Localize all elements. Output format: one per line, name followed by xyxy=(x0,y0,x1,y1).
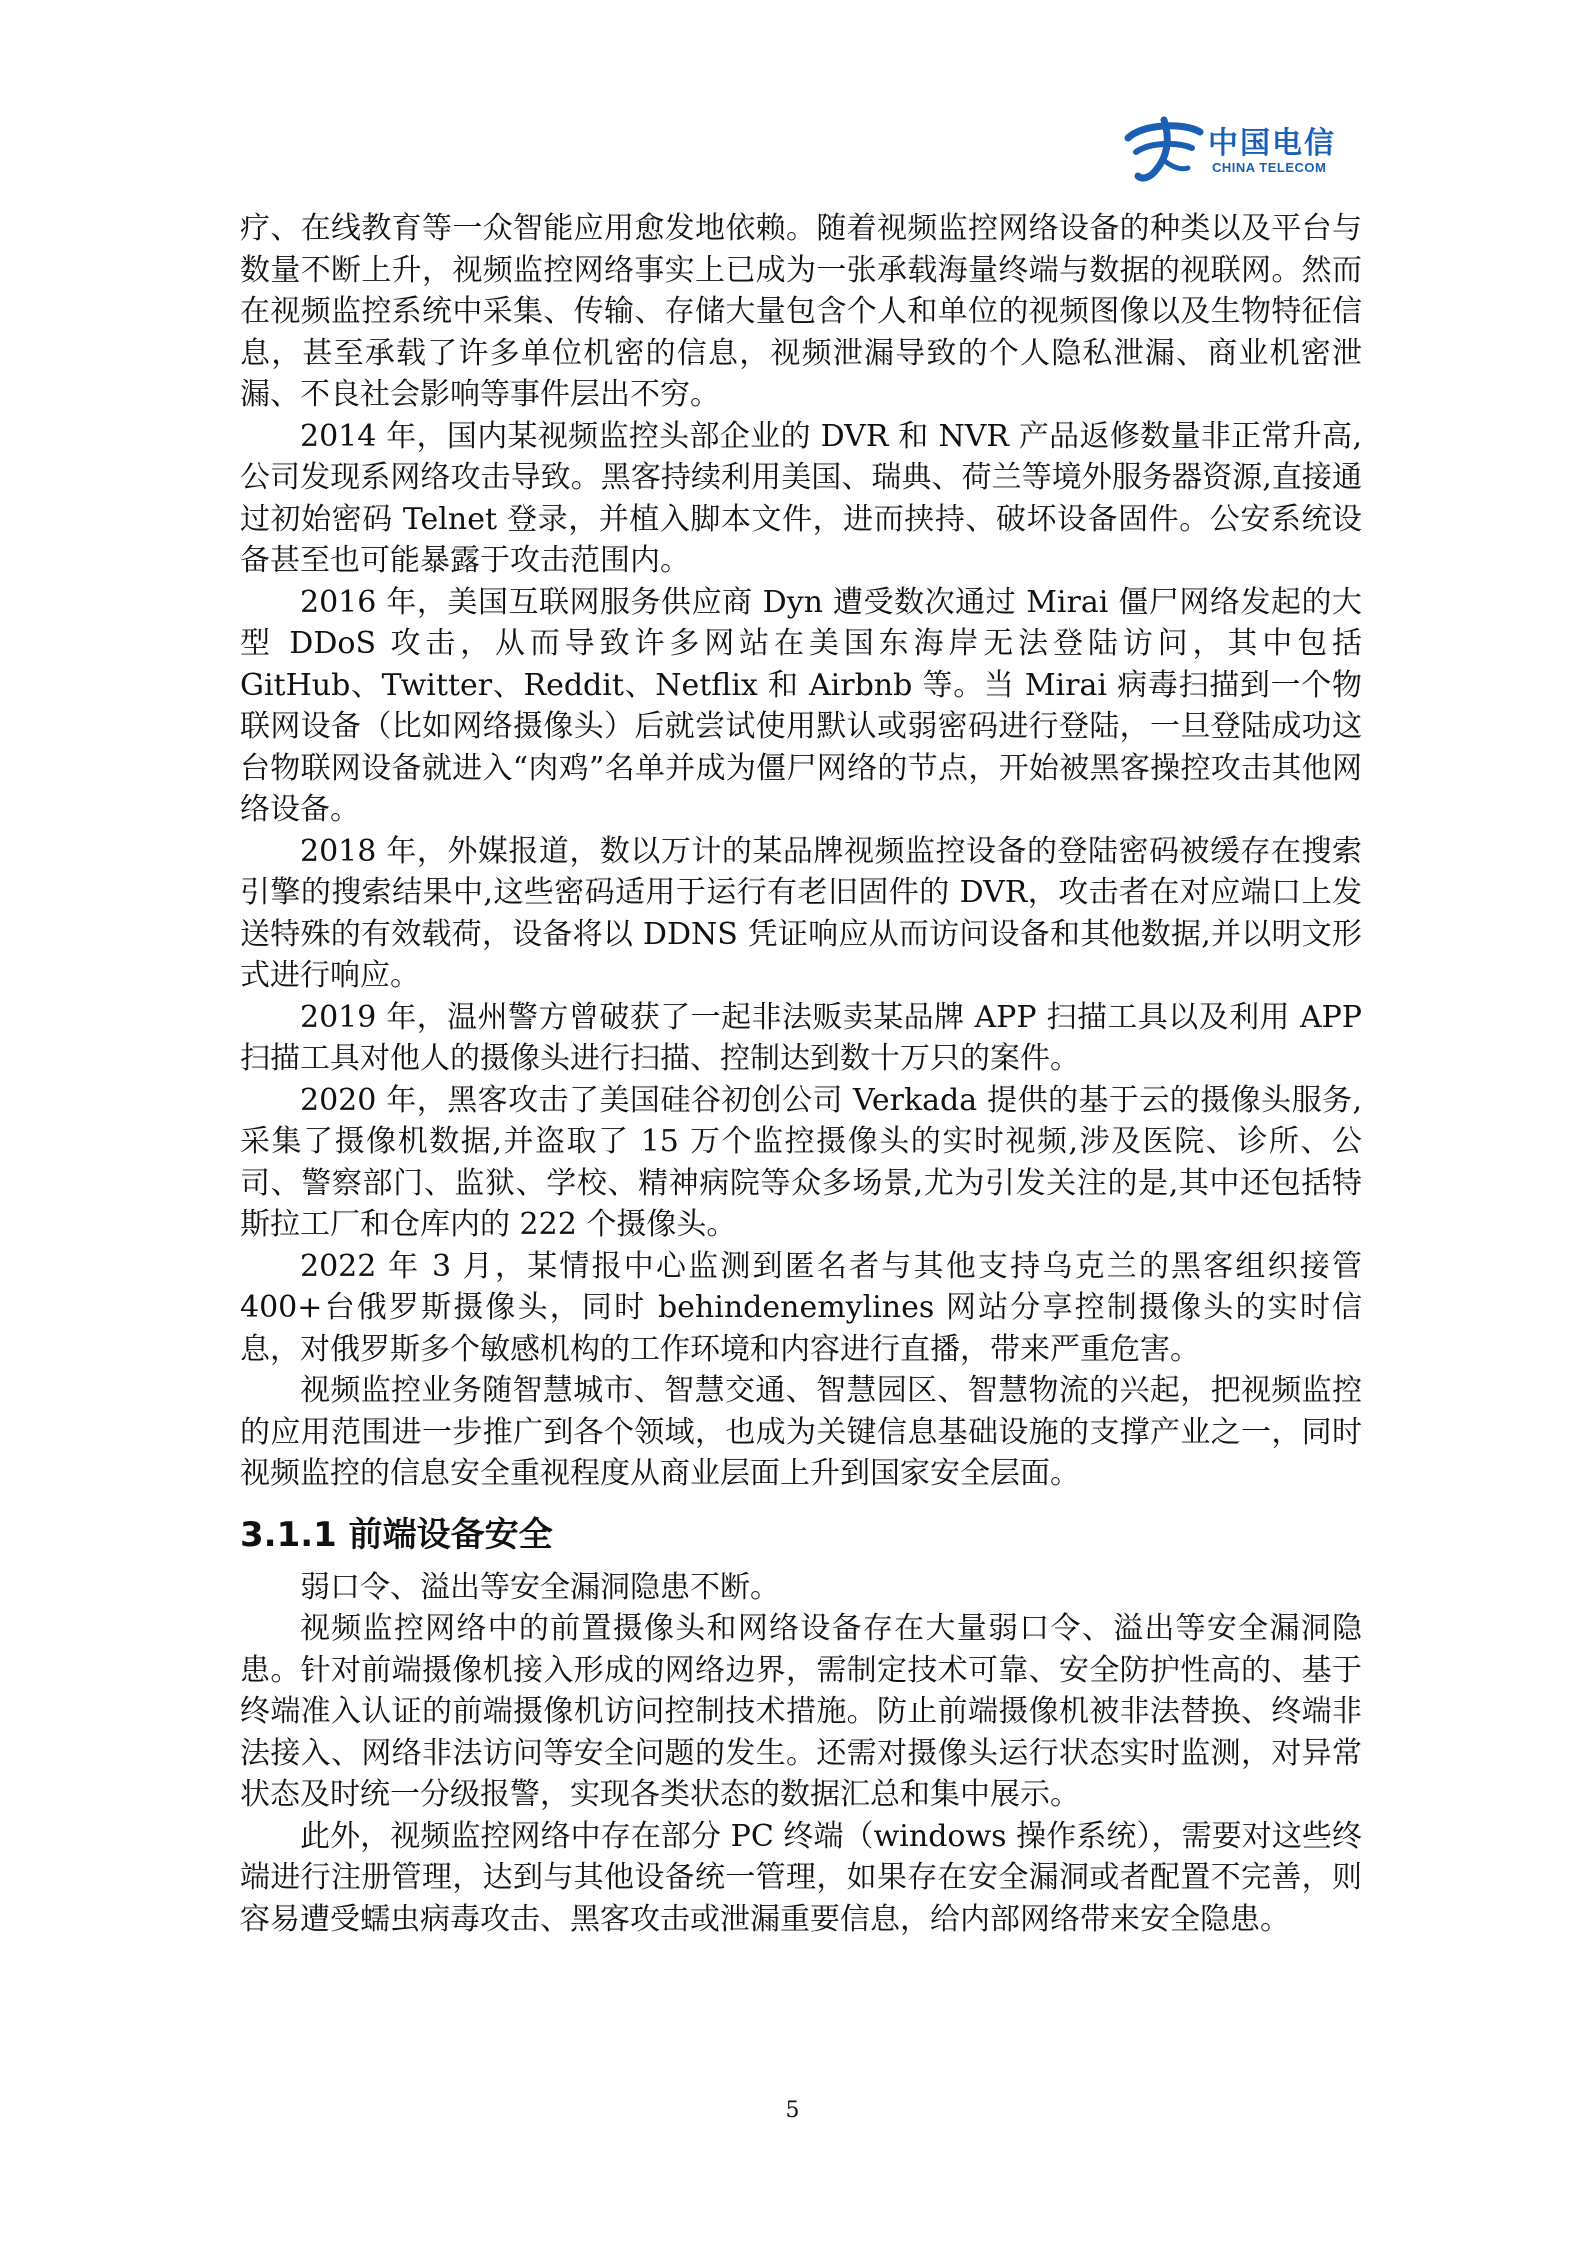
paragraph: 此外，视频监控网络中存在部分 PC 终端（windows 操作系统），需要对这些终端进行注册管理，达到与其他设备统一管理，如果存在安全漏洞或者配置不完善，则容易遭受蠕虫病毒攻击、黑客攻击或泄漏重要信息，给内部网络带来安全隐患。 xyxy=(240,1818,1362,1937)
paragraph: 2022 年 3 月，某情报中心监测到匿名者与其他支持乌克兰的黑客组织接管 400+台俄罗斯摄像头，同时 behindenemylines 网站分享控制摄像头的实时信息，对俄罗斯多个敏感机构的工作环境和内容进行直播，带来严重危害。 xyxy=(240,1248,1362,1367)
paragraph: 2018 年，外媒报道，数以万计的某品牌视频监控设备的登陆密码被缓存在搜索引擎的搜索结果中,这些密码适用于运行有老旧固件的 DVR，攻击者在对应端口上发送特殊的有效载荷，设备将以 DDNS 凭证响应从而访问设备和其他数据,并以明文形式进行响应。 xyxy=(240,833,1362,993)
paragraph: 视频监控网络中的前置摄像头和网络设备存在大量弱口令、溢出等安全漏洞隐患。针对前端摄像机接入形成的网络边界，需制定技术可靠、安全防护性高的、基于终端准入认证的前端摄像机访问控制技术措施。防止前端摄像机被非法替换、终端非法接入、网络非法访问等安全问题的发生。还需对摄像头运行状态实时监测，对异常状态及时统一分级报警，实现各类状态的数据汇总和集中展示。 xyxy=(240,1611,1362,1812)
paragraph: 疗、在线教育等一众智能应用愈发地依赖。随着视频监控网络设备的种类以及平台与数量不断上升，视频监控网络事实上已成为一张承载海量终端与数据的视联网。然而在视频监控系统中采集、传输、存储大量包含个人和单位的视频图像以及生物特征信息，甚至承载了许多单位机密的信息，视频泄漏导致的个人隐私泄漏、商业机密泄漏、不良社会影响等事件层出不穷。 xyxy=(240,211,1362,412)
china-telecom-emblem-icon xyxy=(1122,112,1206,186)
page-number: 5 xyxy=(785,2098,800,2123)
paragraph: 2016 年，美国互联网服务供应商 Dyn 遭受数次通过 Mirai 僵尸网络发起的大型 DDoS 攻击，从而导致许多网站在美国东海岸无法登陆访问，其中包括 GitHub、Twitter、Reddit、Netflix 和 Airbnb 等。当 Mirai 病毒扫描到一个物联网设备（比如网络摄像头）后就尝试使用默认或弱密码进行登陆，一旦登陆成功这台物联网设备就进入“肉鸡”名单并成为僵尸网络的节点，开始被黑客操控攻击其他网络设备。 xyxy=(240,584,1362,827)
china-telecom-logo xyxy=(1122,112,1362,188)
logo-english-text: CHINA TELECOM xyxy=(1212,160,1327,175)
logo-chinese-text: 中国电信 xyxy=(1208,126,1336,161)
paragraph: 2014 年，国内某视频监控头部企业的 DVR 和 NVR 产品返修数量非正常升高,公司发现系网络攻击导致。黑客持续利用美国、瑞典、荷兰等境外服务器资源,直接通过初始密码 Telnet 登录，并植入脚本文件，进而挟持、破坏设备固件。公安系统设备甚至也可能暴露于攻击范围内。 xyxy=(240,418,1362,578)
section-heading: 3.1.1 前端设备安全 xyxy=(240,1514,553,1555)
document-body xyxy=(240,208,1362,1940)
paragraph: 弱口令、溢出等安全漏洞隐患不断。 xyxy=(300,1569,780,1605)
paragraph: 2019 年，温州警方曾破获了一起非法贩卖某品牌 APP 扫描工具以及利用 APP 扫描工具对他人的摄像头进行扫描、控制达到数十万只的案件。 xyxy=(240,999,1362,1076)
paragraph: 2020 年，黑客攻击了美国硅谷初创公司 Verkada 提供的基于云的摄像头服务,采集了摄像机数据,并盗取了 15 万个监控摄像头的实时视频,涉及医院、诊所、公司、警察部门、监狱、学校、精神病院等众多场景,尤为引发关注的是,其中还包括特斯拉工厂和仓库内的 222 个摄像头。 xyxy=(240,1082,1362,1242)
paragraph: 视频监控业务随智慧城市、智慧交通、智慧园区、智慧物流的兴起，把视频监控的应用范围进一步推广到各个领域，也成为关键信息基础设施的支撑产业之一，同时视频监控的信息安全重视程度从商业层面上升到国家安全层面。 xyxy=(240,1373,1362,1491)
